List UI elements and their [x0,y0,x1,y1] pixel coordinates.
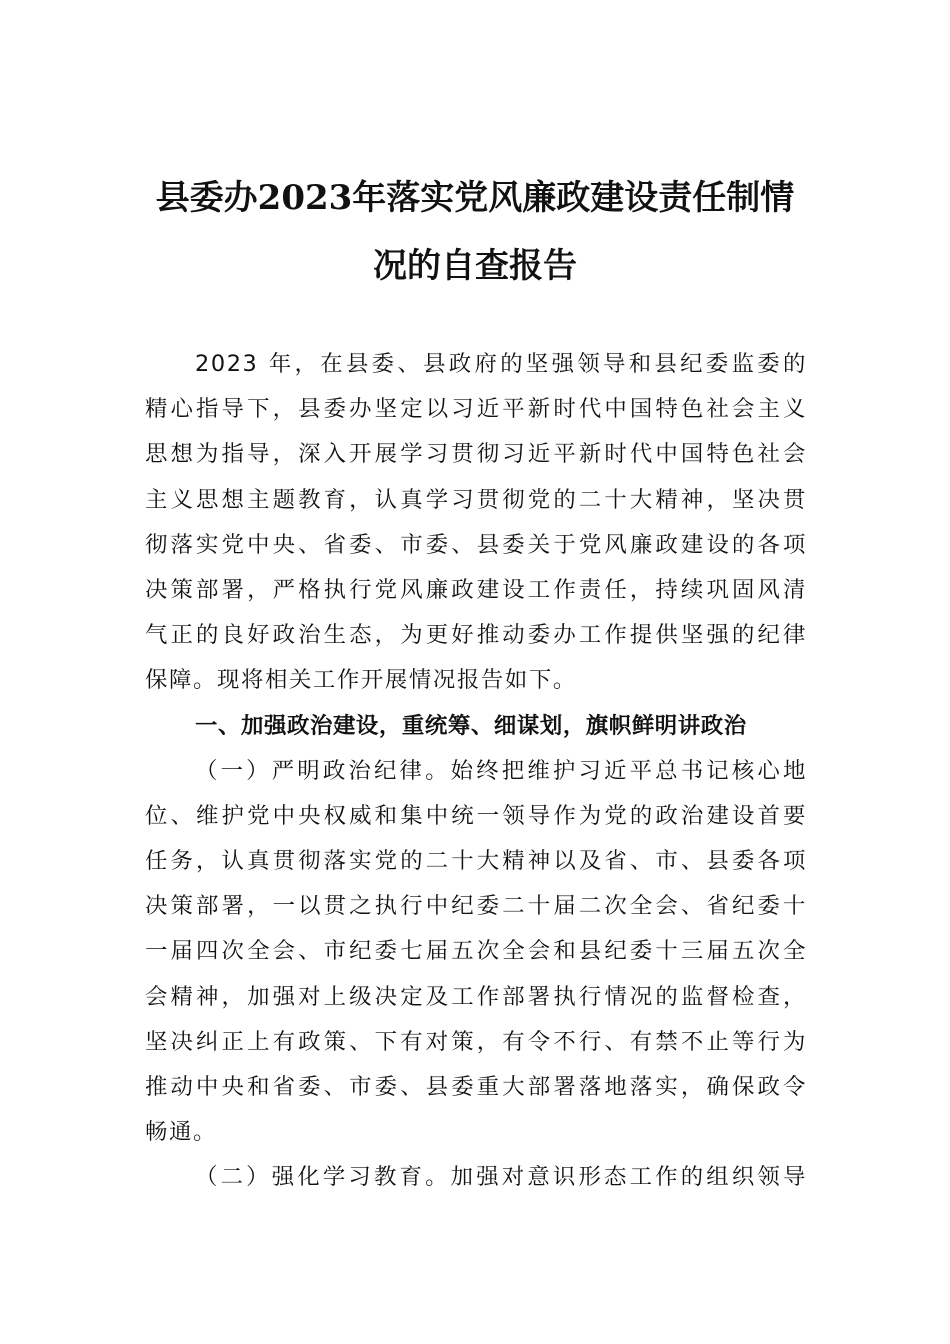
paragraph-intro-line-7: 气正的良好政治生态，为更好推动委办工作提供坚强的纪律 [145,622,807,649]
paragraph-1-1-line-8: 推动中央和省委、市委、县委重大部署落地落实，确保政令 [145,1074,807,1100]
paragraph-intro-line-1: 2023 年，在县委、县政府的坚强领导和县纪委监委的 [195,351,807,377]
document-body [145,342,807,1201]
paragraph-1-2-line-1: （二）强化学习教育。加强对意识形态工作的组织领导 [195,1164,807,1191]
paragraph-1-1-line-4: 决策部署，一以贯之执行中纪委二十届二次全会、省纪委十 [145,893,807,920]
paragraph-intro-line-8: 保障。现将相关工作开展情况报告如下。 [145,667,577,694]
document-title-line-2: 况的自查报告 [373,246,577,286]
paragraph-1-1-line-3: 任务，认真贯彻落实党的二十大精神以及省、市、县委各项 [145,848,807,875]
paragraph-1-1-line-9: 畅通。 [145,1119,217,1146]
paragraph-intro-line-6: 决策部署，严格执行党风廉政建设工作责任，持续巩固风清 [145,576,807,603]
paragraph-intro-line-2: 精心指导下，县委办坚定以习近平新时代中国特色社会主义 [145,396,807,423]
document-title-line-1: 县委办2023年落实党风廉政建设责任制情 [155,178,795,218]
paragraph-1-1-line-5: 一届四次全会、市纪委七届五次全会和县纪委十三届五次全 [145,938,807,965]
section-heading-1: 一、加强政治建设，重统筹、细谋划，旗帜鲜明讲政治 [195,712,747,739]
paragraph-1-1-line-7: 坚决纠正上有政策、下有对策，有令不行、有禁不止等行为 [145,1028,807,1055]
paragraph-intro-line-3: 思想为指导，深入开展学习贯彻习近平新时代中国特色社会 [145,441,807,468]
paragraph-intro-line-4: 主义思想主题教育，认真学习贯彻党的二十大精神，坚决贯 [145,486,807,513]
paragraph-intro-line-5: 彻落实党中央、省委、市委、县委关于党风廉政建设的各项 [145,531,807,558]
paragraph-1-1-line-6: 会精神，加强对上级决定及工作部署执行情况的监督检查， [145,983,807,1010]
paragraph-1-1-line-2: 位、维护党中央权威和集中统一领导作为党的政治建设首要 [145,802,807,829]
paragraph-1-1-line-1: （一）严明政治纪律。始终把维护习近平总书记核心地 [195,757,807,784]
